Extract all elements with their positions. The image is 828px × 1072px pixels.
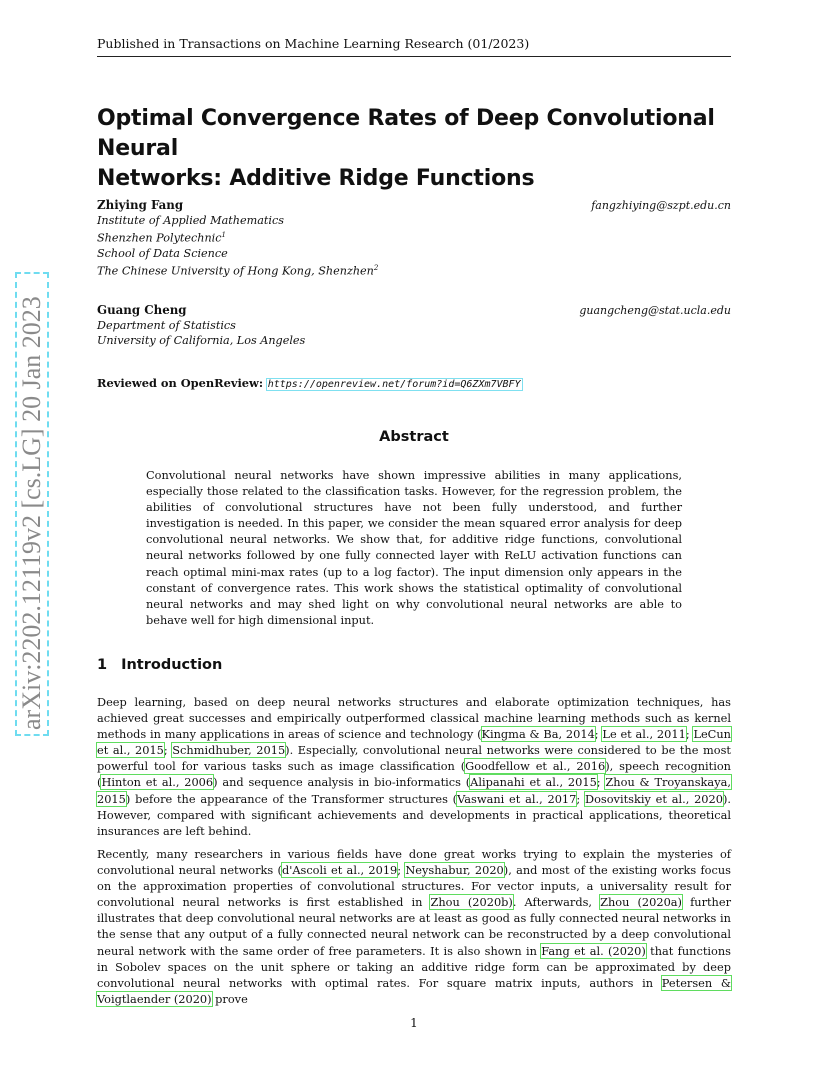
author-block-2 xyxy=(97,303,731,348)
citation-link[interactable]: Goodfellow et al., 2016 xyxy=(465,759,606,774)
citation-link[interactable]: Le et al., 2011 xyxy=(602,727,686,742)
author-name: Zhiying Fang xyxy=(97,198,184,212)
citation-link[interactable]: Hinton et al., 2006 xyxy=(101,775,214,790)
footnote-mark[interactable]: 1 xyxy=(221,231,226,239)
title-line-2: Networks: Additive Ridge Functions xyxy=(97,166,535,191)
citation-link[interactable]: Dosovitskiy et al., 2020 xyxy=(584,791,723,806)
citation-link[interactable]: Schmidhuber, 2015 xyxy=(172,743,286,758)
citation-link[interactable]: Fang et al. (2020) xyxy=(541,943,646,958)
section-title: Introduction xyxy=(121,657,223,673)
affiliation-line: University of California, Los Angeles xyxy=(97,334,306,347)
abstract-text: Convolutional neural networks have shown impressive abilities in many applications, especially those related to the classification tasks. However, for the regression problem, the abilities of convolutional structures have not been fully understood, and further investigation is needed. In this paper, we consider the mean squared error analysis for deep convolutional neural networks. We show that, for additive ridge functions, convolutional neural networks followed by one fully connected layer with ReLU activation functions can reach optimal mini-max rates (up to a log factor). The input dimension only appears in the constant of convergence rates. This work shows the statistical optimality of convolutional neural networks and may shed light on why convolutional neural networks are able to behave well for high dimensional input. xyxy=(146,468,682,627)
arxiv-identifier-stamp[interactable]: arXiv:2202.12119v2 [cs.LG] 20 Jan 2023 xyxy=(15,272,49,736)
review-label: Reviewed on OpenReview: xyxy=(97,376,264,390)
affiliation-line: The Chinese University of Hong Kong, Shenzhen$^2$ xyxy=(97,263,379,278)
running-header: Published in Transactions on Machine Learning Research (01/2023) xyxy=(97,36,731,57)
citation-link[interactable]: Zhou (2020a) xyxy=(600,895,682,910)
affiliation-line: Shenzhen Polytechnic$^1$ xyxy=(97,231,226,245)
footnote-mark[interactable]: 2 xyxy=(373,263,379,272)
citation-link[interactable]: Neyshabur, 2020 xyxy=(405,863,504,878)
affiliation-line: School of Data Science xyxy=(97,246,228,260)
page-number: 1 xyxy=(410,1016,418,1030)
paper-title xyxy=(97,104,737,194)
affiliation-line: Department of Statistics xyxy=(97,319,236,332)
title-line-1: Optimal Convergence Rates of Deep Convolutional Neural xyxy=(97,106,715,161)
citation-link[interactable]: Kingma & Ba, 2014 xyxy=(481,727,595,742)
author-name: Guang Cheng xyxy=(97,303,187,317)
section-heading xyxy=(97,657,222,673)
citation-link[interactable]: Vaswani et al., 2017 xyxy=(457,791,577,806)
citation-link[interactable]: LeCun et al., 2015 xyxy=(97,727,731,758)
author-email[interactable]: guangcheng@stat.ucla.edu xyxy=(579,304,731,317)
citation-link[interactable]: Zhou (2020b) xyxy=(430,895,513,910)
openreview-line xyxy=(97,376,522,390)
affiliation-line: Institute of Applied Mathematics xyxy=(97,214,284,227)
citation-link[interactable]: Alipanahi et al., 2015 xyxy=(470,775,597,790)
citation-link[interactable]: Zhou & Troyanskaya, 2015 xyxy=(97,775,731,806)
author-email[interactable]: fangzhiying@szpt.edu.cn xyxy=(591,199,731,212)
section-number: 1 xyxy=(97,657,108,673)
citation-link[interactable]: d'Ascoli et al., 2019 xyxy=(281,863,398,878)
intro-paragraph-2: Recently, many researchers in various fields have done great works trying to explain the mysteries of convolutional neural networks (d'Ascoli et al., 2019; Neyshabur, 2020), and most of the existing works focus on the approximation properties of convolutional structures. For vector inputs, a universality result for convolutional neural networks is first established in Zhou (2020b). Afterwards, Zhou (2020a) further illustrates that deep convolutional neural networks are at least as good as fully connected neural networks in the sense that any output of a fully connected neural network can be reconstructed by a deep convolutional neural network with the same order of free parameters. It is also shown in Fang et al. (2020) that functions in Sobolev spaces on the unit sphere or taking an additive ridge form can be approximated by deep convolutional neural networks with optimal rates. For square matrix inputs, authors in Petersen & Voigtlaender (2020) prove xyxy=(97,847,731,1006)
citation-link[interactable]: Petersen & Voigtlaender (2020) xyxy=(97,975,731,1006)
intro-paragraph-1: Deep learning, based on deep neural networks structures and elaborate optimization techniques, has achieved great successes and empirically outperformed classical machine learning methods such as kernel methods in many applications in areas of science and technology (Kingma & Ba, 2014; Le et al., 2011; LeCun et al., 2015; Schmidhuber, 2015). Especially, convolutional neural networks were considered to be the most powerful tool for various tasks such as image classification (Goodfellow et al., 2016), speech recognition (Hinton et al., 2006) and sequence analysis in bio-informatics (Alipanahi et al., 2015; Zhou & Troyanskaya, 2015) before the appearance of the Transformer structures (Vaswani et al., 2017; Dosovitskiy et al., 2020). However, compared with significant achievements and developments in practical applications, theoretical insurances are left behind. xyxy=(97,695,732,838)
abstract-heading: Abstract xyxy=(379,429,449,445)
openreview-link[interactable]: https://openreview.net/forum?id=Q6ZXm7VBFY xyxy=(267,379,521,390)
author-block-1 xyxy=(97,198,731,278)
